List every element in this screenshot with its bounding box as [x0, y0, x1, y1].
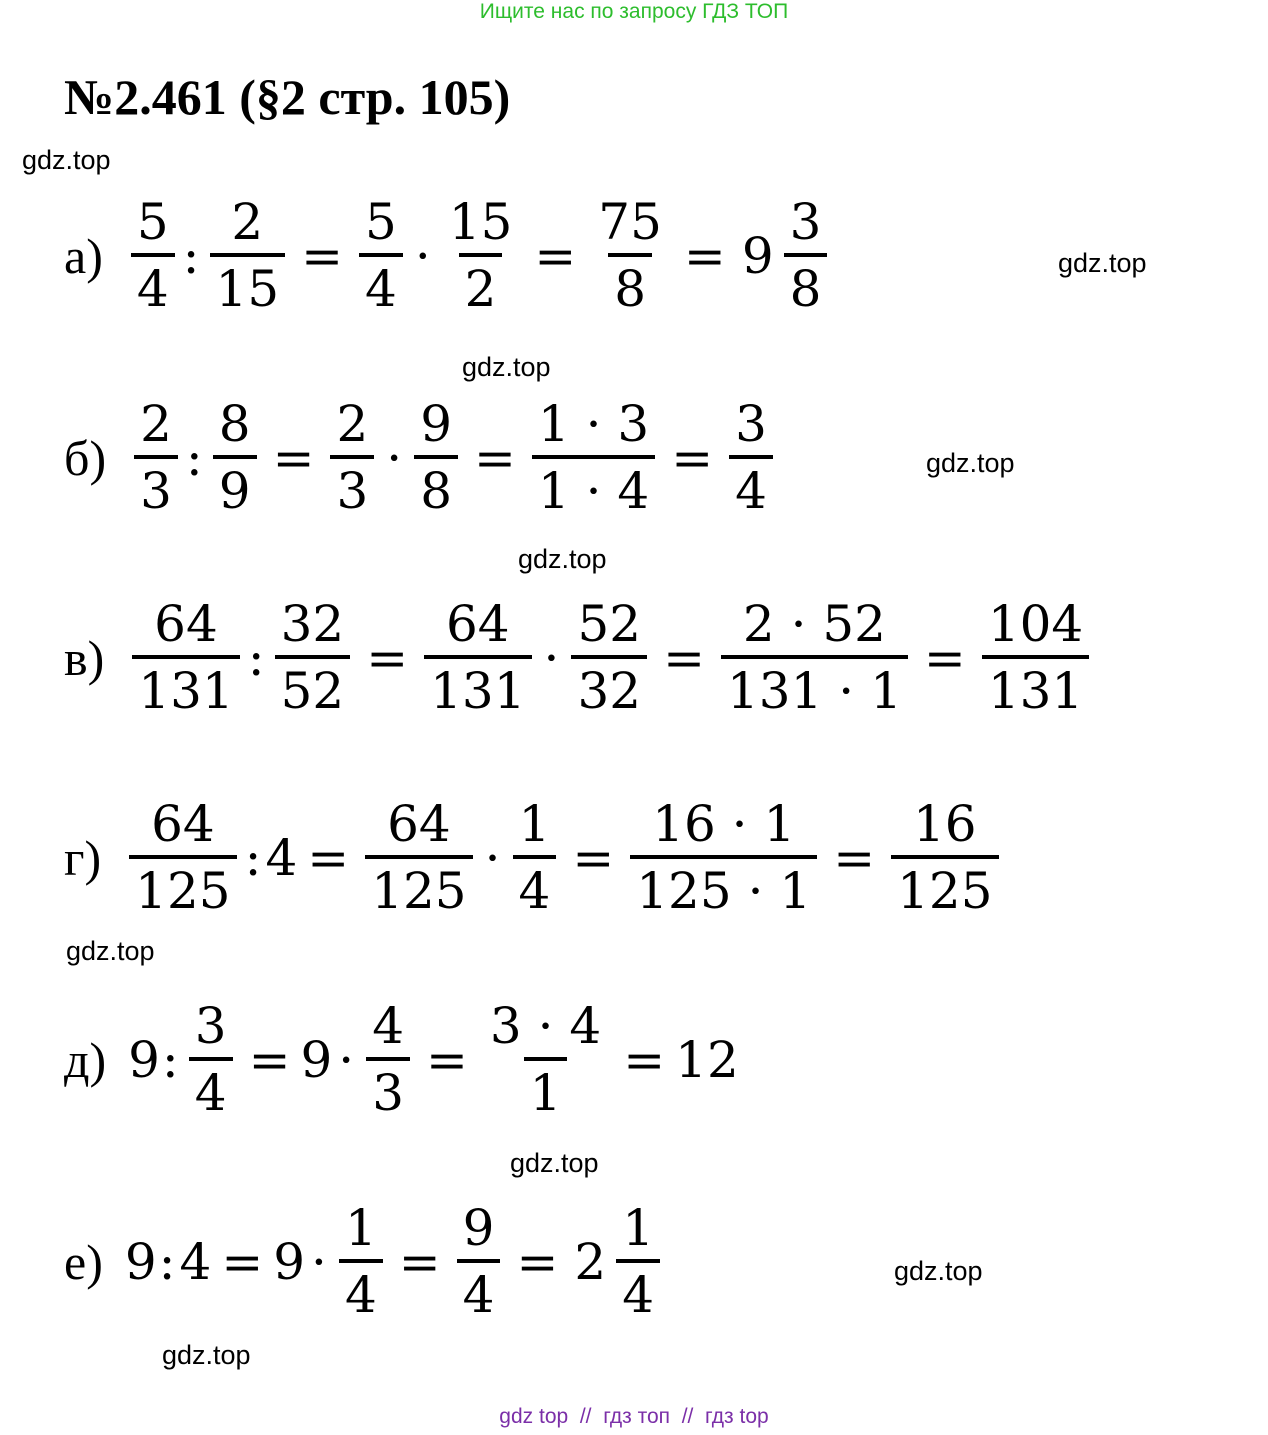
fraction: $\frac{15}{2}$ — [448, 193, 513, 318]
fraction: $\frac{16 \cdot 1}{125 \cdot 1}$ — [628, 798, 819, 917]
equals-sign: = — [923, 628, 966, 687]
equals-sign: = — [671, 428, 714, 487]
fraction: $\frac{1}{4}$ — [614, 1202, 662, 1321]
fraction: $\frac{3 \cdot 4}{1}$ — [489, 997, 602, 1122]
fraction: $\frac{8}{9}$ — [211, 398, 259, 517]
exercise-heading: №2.461 (§2 стр. 105) — [64, 69, 511, 125]
item-label: б) — [64, 429, 107, 486]
fraction: $\frac{64}{131}$ — [130, 598, 241, 717]
colon-sign: : — [185, 428, 203, 487]
result: 12 — [675, 1030, 739, 1089]
multiply-dot: · — [484, 828, 501, 887]
whole-part: 2 — [574, 1232, 607, 1291]
multiply-dot: · — [414, 226, 431, 285]
equals-sign: = — [426, 1030, 468, 1089]
colon-sign: : — [247, 628, 265, 687]
equals-sign: = — [221, 1232, 264, 1291]
equals-sign: = — [663, 628, 705, 687]
multiply-dot: · — [338, 1030, 355, 1089]
fraction: $\frac{1}{4}$ — [337, 1202, 385, 1321]
fraction: $\frac{3}{4}$ — [187, 1000, 235, 1119]
integer: 4 — [179, 1232, 212, 1291]
fraction: $\frac{2}{15}$ — [208, 196, 288, 315]
equals-sign: = — [307, 828, 350, 887]
footer-links: gdz top // гдз топ // гдз top — [499, 1405, 769, 1428]
item-label: е) — [64, 1233, 103, 1290]
fraction: $\frac{75}{8}$ — [598, 193, 662, 318]
equals-sign: = — [301, 226, 344, 285]
multiply-dot: · — [543, 628, 560, 687]
integer: 9 — [273, 1232, 306, 1291]
equals-sign: = — [474, 428, 516, 487]
fraction: $\frac{9}{4}$ — [455, 1202, 503, 1321]
colon-sign: : — [161, 1030, 179, 1089]
fraction: $\frac{3}{8}$ — [782, 196, 830, 315]
fraction: $\frac{64}{131}$ — [422, 598, 533, 717]
integer: 4 — [265, 828, 298, 887]
watermark: gdz.top — [462, 352, 551, 382]
equals-sign: = — [398, 1232, 441, 1291]
colon-sign: : — [158, 1232, 176, 1291]
fraction: $\frac{2 \cdot 52}{131 \cdot 1}$ — [719, 598, 910, 717]
search-banner: Ищите нас по запросу ГДЗ ТОП — [479, 0, 789, 23]
fraction: $\frac{104}{131}$ — [980, 598, 1091, 717]
fraction: $\frac{52}{32}$ — [569, 598, 649, 717]
fraction: $\frac{2}{3}$ — [132, 398, 180, 517]
equals-sign: = — [623, 1030, 666, 1089]
fraction: $\frac{64}{125}$ — [363, 798, 474, 917]
equals-sign: = — [516, 1232, 559, 1291]
item-label: а) — [64, 227, 103, 284]
solution-row-a — [64, 193, 833, 318]
item-label: в) — [64, 629, 105, 686]
solution-row-g — [64, 795, 1005, 920]
integer: 9 — [124, 1232, 157, 1291]
equals-sign: = — [366, 628, 409, 687]
fraction: $\frac{5}{4}$ — [357, 196, 405, 315]
colon-sign: : — [182, 226, 200, 285]
fraction: $\frac{32}{52}$ — [273, 598, 353, 717]
fraction: $\frac{5}{4}$ — [129, 196, 177, 315]
solution-row-d — [64, 997, 739, 1122]
fraction: $\frac{1}{4}$ — [511, 798, 559, 917]
watermark: gdz.top — [22, 145, 111, 175]
watermark: gdz.top — [926, 448, 1015, 478]
fraction: $\frac{9}{8}$ — [412, 398, 460, 517]
fraction: $\frac{64}{125}$ — [127, 798, 238, 917]
watermark: gdz.top — [66, 936, 155, 966]
watermark: gdz.top — [1058, 248, 1147, 278]
integer: 9 — [300, 1030, 333, 1089]
equals-sign: = — [534, 226, 577, 285]
solution-row-b — [64, 395, 779, 520]
watermark: gdz.top — [894, 1256, 983, 1286]
equals-sign: = — [833, 828, 876, 887]
equals-sign: = — [572, 828, 615, 887]
fraction: $\frac{16}{125}$ — [889, 798, 1000, 917]
watermark: gdz.top — [510, 1148, 599, 1178]
watermark: gdz.top — [162, 1340, 251, 1370]
equals-sign: = — [272, 428, 315, 487]
solution-row-e — [64, 1199, 666, 1324]
item-label: д) — [64, 1031, 107, 1088]
solution-row-v — [64, 595, 1095, 720]
item-label: г) — [64, 829, 102, 886]
fraction: $\frac{2}{3}$ — [328, 398, 376, 517]
multiply-dot: · — [386, 428, 403, 487]
fraction: $\frac{1 \cdot 3}{1 \cdot 4}$ — [530, 398, 657, 517]
whole-part: 9 — [741, 226, 774, 285]
multiply-dot: · — [311, 1232, 327, 1291]
equals-sign: = — [683, 226, 726, 285]
watermark: gdz.top — [518, 544, 607, 574]
equals-sign: = — [248, 1030, 291, 1089]
integer: 9 — [128, 1030, 160, 1089]
fraction: $\frac{3}{4}$ — [727, 398, 775, 517]
colon-sign: : — [244, 828, 262, 887]
fraction: $\frac{4}{3}$ — [364, 1000, 412, 1119]
